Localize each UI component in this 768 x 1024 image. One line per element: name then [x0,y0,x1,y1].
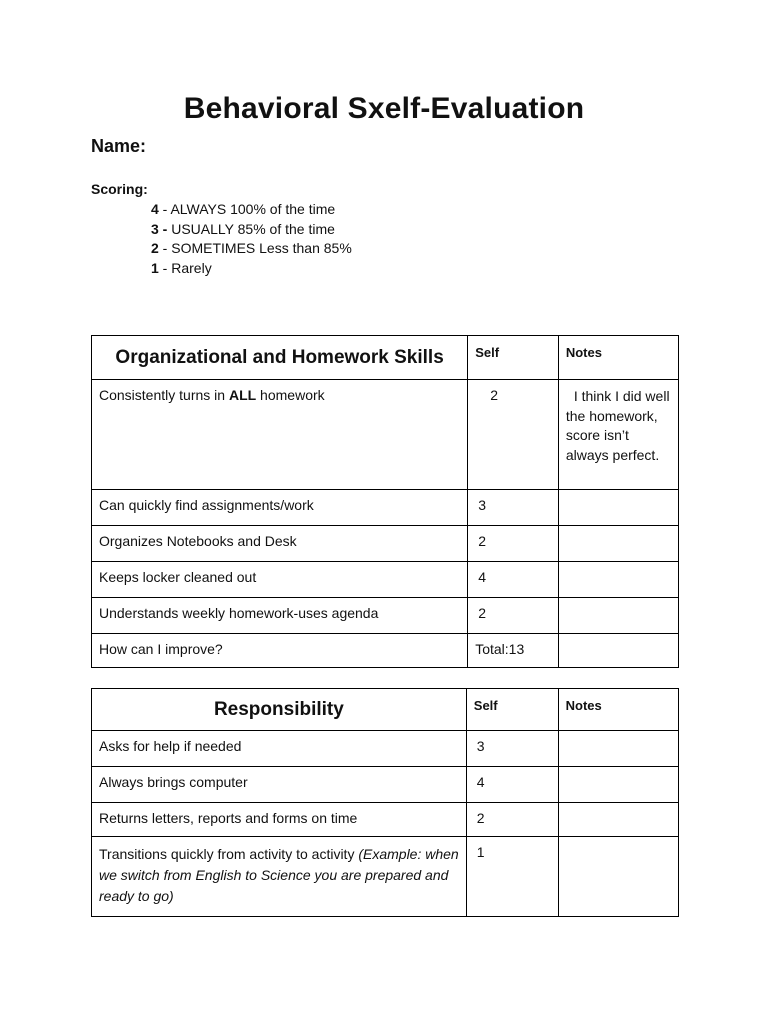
scoring-item [151,239,352,259]
scoring-text: SOMETIMES Less than 85% [171,240,352,256]
notes-cell [558,803,678,837]
notes-cell [558,767,678,803]
skill-cell: Organizes Notebooks and Desk [92,526,468,562]
page-title: Behavioral Sxelf-Evaluation [183,92,585,125]
scoring-list [151,200,352,278]
improve-question: How can I improve? [92,634,468,668]
table-footer-row [92,634,679,668]
scoring-sep: - [158,240,172,256]
table-row [92,731,679,767]
scoring-score: 4 [151,201,159,217]
self-score-cell: 2 [468,380,559,490]
total-score: Total:13 [468,634,559,668]
self-score-cell: 4 [466,767,558,803]
skill-cell [92,380,468,490]
notes-cell [558,562,678,598]
notes-column-header: Notes [558,336,678,380]
skill-text: Transitions quickly from activity to activity [99,846,359,862]
table-header-row [92,336,679,380]
skill-text: Consistently turns in [99,387,229,403]
name-label: Name: [91,136,147,156]
scoring-score: 2 [151,240,159,256]
table-row [92,380,679,490]
table-row [92,526,679,562]
notes-cell: I think I did well the homework, score isn’t always perfect. [558,380,678,490]
scoring-score: 3 - [151,220,168,237]
self-score-cell: 3 [466,731,558,767]
self-score-cell: 4 [468,562,559,598]
org-table-heading: Organizational and Homework Skills [92,336,468,380]
org-skills-table [91,335,679,668]
scoring-item [151,259,352,279]
scoring-heading: Scoring: [91,181,148,197]
self-score-cell: 1 [466,837,558,917]
notes-cell [558,634,678,668]
skill-cell: Returns letters, reports and forms on time [92,803,467,837]
scoring-item [151,220,352,240]
scoring-text: USUALLY 85% of the time [171,220,335,237]
scoring-sep: - [158,259,172,276]
self-column-header: Self [468,336,559,380]
table-row [92,803,679,837]
notes-cell [558,526,678,562]
skill-cell: Understands weekly homework-uses agenda [92,598,468,634]
skill-cell: Keeps locker cleaned out [92,562,468,598]
table-header-row [92,689,679,731]
skill-text: homework [256,387,325,403]
notes-cell [558,837,678,917]
self-score-cell: 2 [466,803,558,837]
scoring-sep: - [158,201,171,217]
self-score-cell: 3 [468,490,559,526]
skill-cell: Always brings computer [92,767,467,803]
skill-cell: Can quickly find assignments/work [92,490,468,526]
self-score-cell: 2 [468,598,559,634]
resp-table-heading: Responsibility [92,689,467,731]
responsibility-table [91,688,679,917]
skill-cell [92,837,467,917]
notes-cell [558,598,678,634]
table-row [92,837,679,917]
self-column-header: Self [466,689,558,731]
skill-example: (Example: when we switch from English to Science you are prepared and ready to go) [99,846,459,904]
skill-emphasis: ALL [228,387,257,403]
scoring-text: Rarely [171,259,212,276]
notes-cell [558,490,678,526]
self-score-cell: 2 [468,526,559,562]
table-row [92,767,679,803]
table-row [92,598,679,634]
scoring-text: ALWAYS 100% of the time [170,201,336,217]
notes-cell [558,731,678,767]
scoring-item [151,200,352,220]
table-row [92,562,679,598]
skill-cell: Asks for help if needed [92,731,467,767]
table-row [92,490,679,526]
scoring-score: 1 [151,259,159,276]
notes-column-header: Notes [558,689,678,731]
